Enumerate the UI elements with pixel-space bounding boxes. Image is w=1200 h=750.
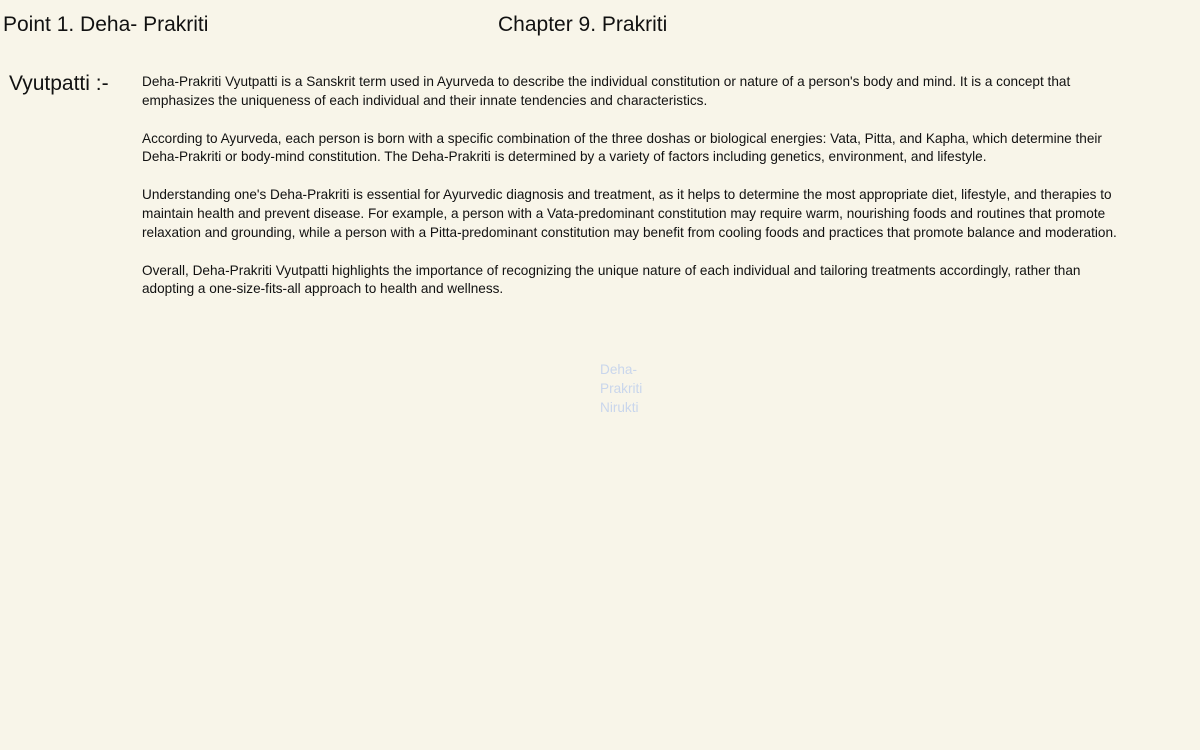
paragraph: Overall, Deha-Prakriti Vyutpatti highlights the importance of recognizing the unique nature of each individual and tailoring treatments accordingly, rather than adopting a one-size-fits-all approach to health and wellness.	[142, 262, 1081, 297]
faded-next-heading: Deha-Prakriti Nirukti	[600, 362, 643, 415]
point-title: Point 1. Deha- Prakriti	[3, 13, 209, 36]
paragraph: Understanding one's Deha-Prakriti is essential for Ayurvedic diagnosis and treatment, as it helps to determine the most appropriate diet, lifestyle, and therapies to maintain health and prevent disease. For example, a person with a Vata-predominant constitution may require warm, nourishing foods and routines that promote relaxation and grounding, while a person with a Pitta-predominant constitution may benefit from cooling foods and practices that promote balance and moderation.	[142, 187, 1117, 240]
paragraph: According to Ayurveda, each person is born with a specific combination of the three doshas or biological energies: Vata, Pitta, and Kapha, which determine their Deha-Prakriti or body-mind constitution. The Deha-Prakriti is determined by a variety of factors including genetics, environment, and lifestyle.	[142, 130, 1102, 165]
chapter-title: Chapter 9. Prakriti	[498, 13, 668, 36]
section-body	[142, 73, 1127, 318]
paragraph: Deha-Prakriti Vyutpatti is a Sanskrit term used in Ayurveda to describe the individual constitution or nature of a person's body and mind. It is a concept that emphasizes the uniqueness of each individual and their innate tendencies and characteristics.	[142, 74, 1071, 108]
section-label: Vyutpatti :-	[9, 72, 109, 95]
